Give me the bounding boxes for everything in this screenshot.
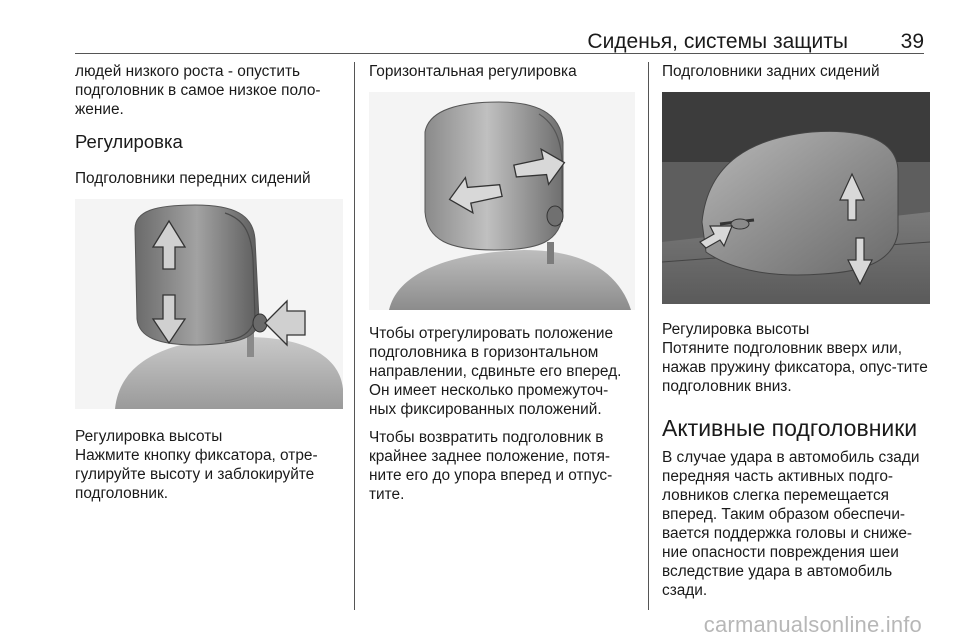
rear-headrest-figure (662, 92, 930, 304)
horizontal-adjustment-figure (369, 92, 635, 310)
header-divider (75, 53, 924, 54)
column-3 (662, 62, 930, 600)
column-divider-2 (648, 62, 649, 610)
heading-horizontal-adjustment: Горизонтальная регулировка (369, 63, 577, 80)
section-heading-active-headrests: Активные подголовники (662, 415, 918, 441)
caption-heading-height-front: Регулировка высоты (75, 428, 223, 445)
active-headrests-paragraph: В случае удара в автомобиль сзади передняя часть активных подго-ловников слегка перемещается вперед. Таким образом обеспечи-вается поддержка головы и сниже-ние опасности повреждения шеи вследствие удара в автомобиль сзади. (662, 449, 920, 599)
subheading-front-headrests: Подголовники передних сидений (75, 170, 311, 187)
heading-rear-headrests: Подголовники задних сидений (662, 63, 880, 80)
caption-text-rear: Потяните подголовник вверх или, нажав пружину фиксатора, опус-тите подголовник вниз. (662, 340, 928, 395)
horizontal-paragraph-2: Чтобы возвратить подголовник в крайнее заднее положение, потя-ните его до упора вперед и отпус-тите. (369, 429, 613, 503)
column-1 (75, 62, 343, 503)
caption-text-front: Нажмите кнопку фиксатора, отре-гулируйте высоту и заблокируйте подголовник. (75, 447, 318, 502)
horizontal-paragraph-1: Чтобы отрегулировать положение подголовника в горизонтальном направлении, сдвиньте его вперед. Он имеет несколько промежуточ-ных фиксированных положений. (369, 325, 622, 418)
page-number: 39 (900, 30, 924, 53)
caption-heading-height-rear: Регулировка высоты (662, 321, 810, 338)
intro-paragraph: людей низкого роста - опустить подголовник в самое низкое поло-жение. (75, 63, 321, 118)
page-header-title: Сиденья, системы защиты (587, 30, 848, 53)
front-headrest-figure (75, 199, 343, 409)
section-heading-adjustment: Регулировка (75, 131, 183, 152)
column-2 (369, 62, 635, 504)
watermark: carmanualsonline.info (703, 612, 922, 637)
column-divider-1 (354, 62, 355, 610)
